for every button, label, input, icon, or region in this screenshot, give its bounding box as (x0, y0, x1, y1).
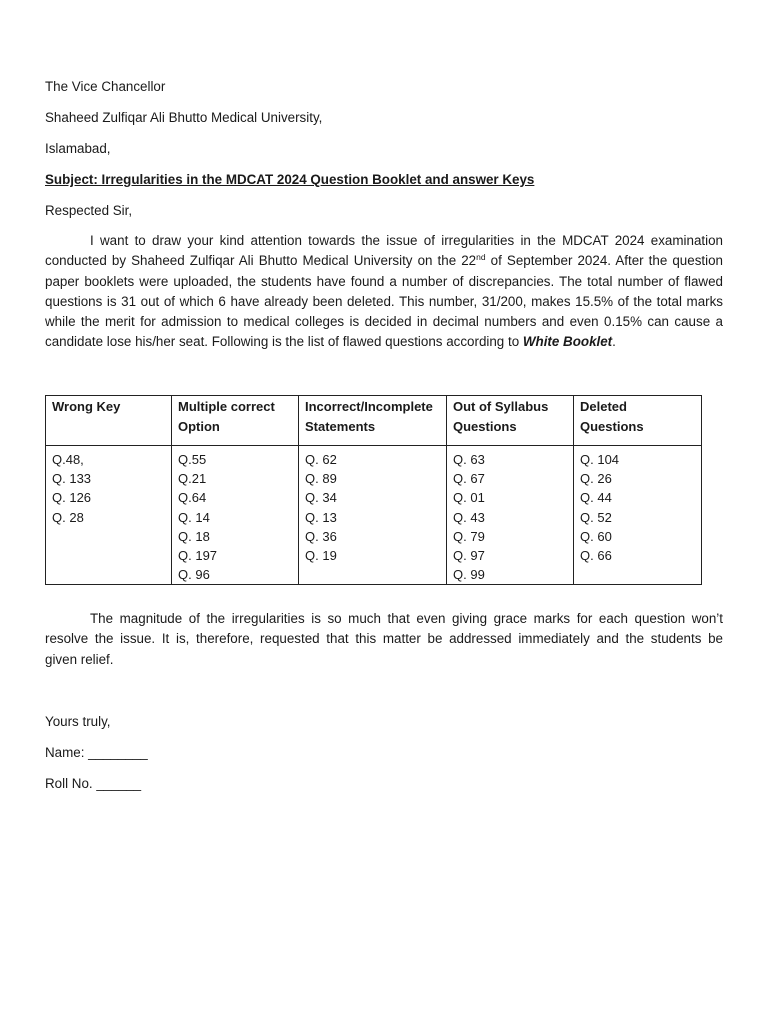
header-incorrect-statements: Incorrect/Incomplete Statements (299, 396, 447, 446)
roll-number-line: Roll No. ______ (45, 776, 142, 791)
paragraph-1-line: while the merit for admission to medical colleges is decided in decimal numbers and even 0.15% can cause a (45, 314, 723, 330)
header-out-of-syllabus: Out of Syllabus Questions (447, 396, 574, 446)
question-item: Q. 52 (580, 509, 612, 525)
paragraph-2-line: resolve the issue. It is, therefore, requested that this matter be addressed immediately and the students be (45, 631, 723, 647)
cell-deleted-questions (574, 446, 702, 585)
question-item: Q. 34 (305, 490, 337, 506)
header-multiple-correct-option: Multiple correct Option (172, 396, 299, 446)
recipient-title: The Vice Chancellor (45, 79, 166, 94)
question-item: Q. 14 (178, 509, 210, 525)
paragraph-1-text: I want to draw your kind attention towards the issue of irregularities in the MDCAT 2024 examination (90, 233, 723, 248)
cell-out-of-syllabus (447, 446, 574, 585)
paragraph-1-line (45, 231, 723, 251)
question-item: Q.55 (178, 452, 207, 467)
question-item: Q. 99 (453, 567, 485, 583)
ordinal-superscript: nd (476, 252, 486, 263)
white-booklet-emphasis: White Booklet (522, 334, 613, 350)
paragraph-1-line: paper booklets were uploaded, the students have found a number of discrepancies. The total number of flawed (45, 273, 723, 289)
question-item: Q.64 (178, 490, 207, 506)
question-item: Q. 97 (453, 548, 485, 564)
name-line: Name: ________ (45, 745, 148, 760)
question-item: Q. 18 (178, 528, 210, 544)
question-item: Q. 63 (453, 452, 485, 467)
question-item: Q. 79 (453, 528, 485, 544)
salutation: Respected Sir, (45, 203, 133, 218)
paragraph-1-line (45, 332, 723, 352)
question-item: Q. 126 (52, 490, 92, 506)
question-item: Q. 96 (178, 567, 210, 583)
paragraph-1-text: candidate lose his/her seat. Following is the list of flawed questions according to (45, 334, 523, 350)
question-item: Q. 104 (580, 452, 620, 467)
subject-line: Subject: Irregularities in the MDCAT 2024 Question Booklet and answer Keys (45, 172, 535, 187)
question-item: Q.21 (178, 471, 207, 487)
question-item: Q. 19 (305, 548, 337, 564)
paragraph-1-text: conducted by Shaheed Zulfiqar Ali Bhutto Medical University on the 22 (45, 253, 477, 269)
closing: Yours truly, (45, 714, 111, 729)
body-paragraph-2 (45, 609, 723, 670)
header-deleted-questions: Deleted Questions (574, 396, 702, 446)
question-item: Q. 43 (453, 509, 485, 525)
paragraph-1-line (45, 251, 723, 271)
question-item: Q. 28 (52, 509, 84, 525)
question-item: Q. 44 (580, 490, 612, 506)
table-row (46, 446, 702, 585)
paragraph-1-text: . (612, 334, 616, 350)
flawed-questions-table (45, 395, 702, 585)
question-item: Q. 67 (453, 471, 485, 487)
question-item: Q. 01 (453, 490, 485, 506)
question-item: Q. 26 (580, 471, 612, 487)
question-item: Q. 133 (52, 471, 92, 487)
recipient-organization: Shaheed Zulfiqar Ali Bhutto Medical University, (45, 110, 323, 125)
paragraph-1-text: of September 2024. After the question (485, 253, 723, 269)
cell-multiple-correct (172, 446, 299, 585)
cell-wrong-key (46, 446, 172, 585)
question-item: Q. 36 (305, 528, 337, 544)
paragraph-2-text: The magnitude of the irregularities is so much that even giving grace marks for each question won’t (90, 611, 723, 626)
question-item: Q. 13 (305, 509, 337, 525)
paragraph-2-line: given relief. (45, 651, 114, 667)
question-item: Q. 62 (305, 452, 337, 467)
paragraph-1-line: questions is 31 out of which 6 have already been deleted. This number, 31/200, makes 15.5% of the total marks (45, 293, 723, 309)
question-item: Q. 89 (305, 471, 337, 487)
question-item: Q.48, (52, 452, 84, 467)
body-paragraph-1 (45, 231, 723, 353)
paragraph-2-line (45, 609, 723, 629)
header-wrong-key: Wrong Key (46, 396, 172, 446)
question-item: Q. 66 (580, 548, 612, 564)
question-item: Q. 197 (178, 548, 218, 564)
recipient-city: Islamabad, (45, 141, 111, 156)
cell-incorrect-statements (299, 446, 447, 585)
table-header-row (46, 396, 702, 446)
question-item: Q. 60 (580, 528, 612, 544)
